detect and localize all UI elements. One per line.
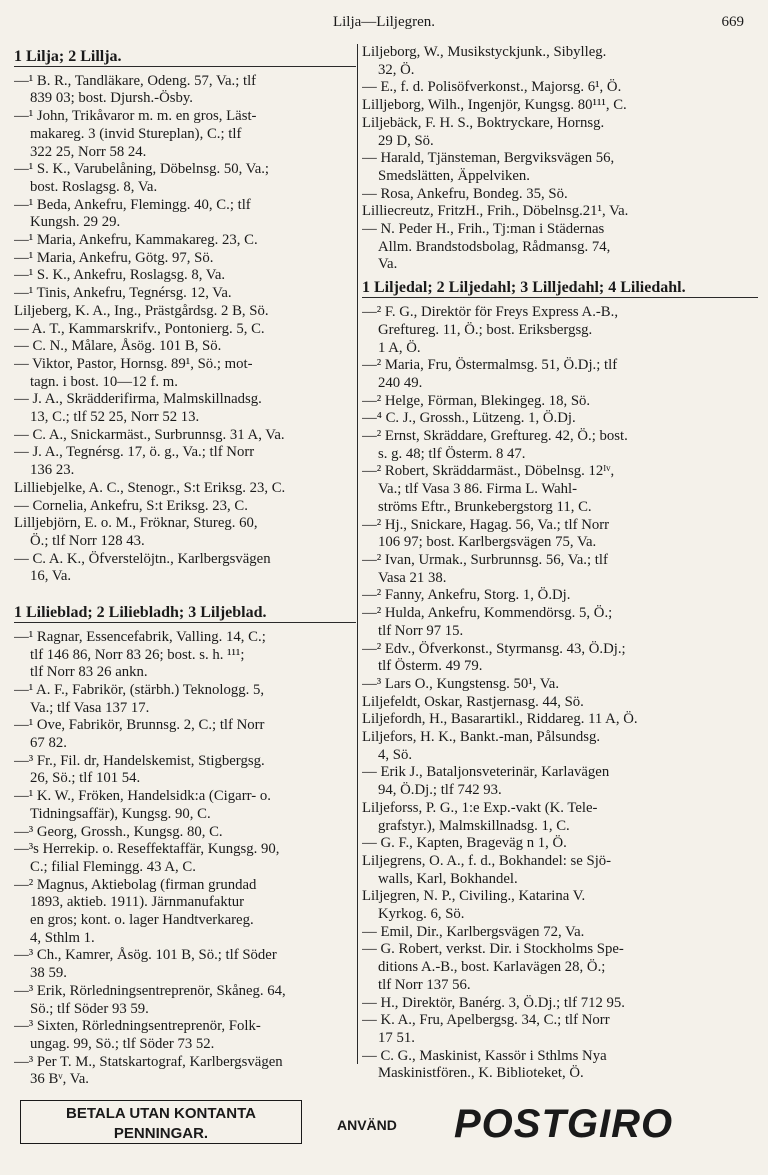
entry-continuation: grafstyr.), Malmskillnadsg. 1, C. [378,817,570,834]
directory-entry: —² Robert, Skräddarmäst., Döbelnsg. 12ᴵᵛ, [362,463,615,480]
directory-entry: — C. N., Målare, Åsög. 101 B, Sö. [14,338,222,355]
directory-entry: Lilliebjelke, A. C., Stenogr., S:t Eriksg. 23, C. [14,479,286,496]
directory-entry: —¹ B. R., Tandläkare, Odeng. 57, Va.; tlf [14,72,257,89]
directory-entry: —³ Lars O., Kungstensg. 50¹, Va. [362,675,560,692]
directory-entry: — C. A., Snickarmäst., Surbrunnsg. 31 A, Va. [14,426,285,443]
directory-entry: —⁴ C. J., Grossh., Lützeng. 1, Ö.Dj. [362,410,576,427]
directory-entry: Liljefordh, H., Basarartikl., Riddareg. 11 A, Ö. [362,711,638,728]
entry-continuation: 38 59. [30,965,67,982]
entry-continuation: 13, C.; tlf 52 25, Norr 52 13. [30,409,200,426]
directory-entry: Liljegren, N. P., Civiling., Katarina V. [362,888,586,905]
entry-continuation: 16, Va. [30,568,72,585]
payment-notice-line1: BETALA UTAN KONTANTA [66,1105,256,1122]
entry-continuation: tlf Norr 97 15. [378,622,464,639]
entry-continuation: C.; filial Flemingg. 43 A, C. [30,858,196,875]
directory-entry: —¹ Maria, Ankefru, Götg. 97, Sö. [14,249,214,266]
section-heading: 1 Lilieblad; 2 Liliebladh; 3 Liljeblad. [14,604,356,623]
entry-continuation: Va.; tlf Vasa 137 17. [30,699,150,716]
directory-entry: Liljefors, H. K., Bankt.-man, Pålsundsg. [362,729,601,746]
entry-continuation: tlf Norr 137 56. [378,976,471,993]
directory-entry: Liljefeldt, Oskar, Rastjernasg. 44, Sö. [362,693,584,710]
page-number: 669 [721,14,744,30]
directory-entry: —² Hj., Snickare, Hagag. 56, Va.; tlf Norr [362,516,610,533]
anvand-label: ANVÄND [337,1117,397,1133]
directory-entry: — N. Peder H., Frih., Tj:man i Städernas [362,221,605,238]
section-heading: 1 Lilja; 2 Lillja. [14,48,356,67]
running-title: Lilja—Liljegren. [332,14,436,30]
right-column [362,44,758,1083]
entry-continuation: walls, Karl, Bokhandel. [378,870,518,887]
directory-entry: —² Magnus, Aktiebolag (firman grundad [14,876,257,893]
entry-continuation: 240 49. [378,374,423,391]
entry-continuation: 67 82. [30,735,67,752]
directory-entry: — Erik J., Bataljonsveterinär, Karlavägen [362,764,610,781]
spacer [14,586,356,600]
directory-entry: — Rosa, Ankefru, Bondeg. 35, Sö. [362,185,568,202]
directory-entry: —² Maria, Fru, Östermalmsg. 51, Ö.Dj.; tlf [362,357,618,374]
entry-continuation: ungag. 99, Sö.; tlf Söder 73 52. [30,1035,215,1052]
directory-entry: Liljeberg, K. A., Ing., Prästgårdsg. 2 B, Sö. [14,302,269,319]
directory-entry: — A. T., Kammarskrifv., Pontonierg. 5, C. [14,320,265,337]
directory-entry: — K. A., Fru, Apelbergsg. 34, C.; tlf Norr [362,1012,610,1029]
directory-entry: —³s Herrekip. o. Reseffektaffär, Kungsg. 90, [14,841,280,858]
entry-continuation: bost. Roslagsg. 8, Va. [30,178,158,195]
directory-entry: — J. A., Tegnérsg. 17, ö. g., Va.; tlf Norr [14,444,255,461]
directory-entry: —² Ernst, Skräddare, Greftureg. 42, Ö.; bost. [362,428,628,445]
entry-continuation: Kungsh. 29 29. [30,214,121,231]
entry-continuation: tlf Norr 83 26 ankn. [30,664,148,681]
directory-entry: — Viktor, Pastor, Hornsg. 89¹, Sö.; mot- [14,355,253,372]
directory-entry: — G. F., Kapten, Brageväg n 1, Ö. [362,835,567,852]
entry-continuation: Ö.; tlf Norr 128 43. [30,532,145,549]
entry-continuation: Va.; tlf Vasa 3 86. Firma L. Wahl- [378,481,578,498]
entry-continuation: Va. [378,256,398,273]
entry-continuation: ditions A.-B., bost. Karlavägen 28, Ö.; [378,959,606,976]
directory-entry: —¹ Tinis, Ankefru, Tegnérsg. 12, Va. [14,285,232,302]
entry-continuation: 1 A, Ö. [378,339,421,356]
postgiro-logo: POSTGIRO [454,1102,674,1146]
section-heading: 1 Liljedal; 2 Liljedahl; 3 Lilljedahl; 4 Liliedahl. [362,278,758,298]
directory-entry: Liljeforss, P. G., 1:e Exp.-vakt (K. Tele- [362,799,598,816]
entry-continuation: 106 97; bost. Karlbergsvägen 75, Va. [378,534,597,551]
entry-continuation: 29 D, Sö. [378,132,434,149]
entry-continuation: Allm. Brandstodsbolag, Rådmansg. 74, [378,238,611,255]
entry-continuation: 1893, aktieb. 1911). Järnmanufaktur [30,894,245,911]
directory-entry: —¹ A. F., Fabrikör, (stärbh.) Teknologg. 5, [14,681,265,698]
payment-notice-line2: PENNINGAR. [113,1125,209,1142]
directory-entry: —³ Sixten, Rörledningsentreprenör, Folk- [14,1018,261,1035]
page-header [0,14,768,34]
entry-continuation: Smedslätten, Äppelviken. [378,167,530,184]
directory-entry: Lilljeborg, Wilh., Ingenjör, Kungsg. 80¹¹¹, C. [362,97,627,114]
directory-entry: —¹ Ragnar, Essencefabrik, Valling. 14, C.; [14,628,266,645]
entry-continuation: makareg. 3 (invid Stureplan), C.; tlf [30,125,242,142]
left-column [14,44,356,1089]
directory-entry: —² Helge, Förman, Blekingeg. 18, Sö. [362,392,591,409]
directory-entry: —¹ Ove, Fabrikör, Brunnsg. 2, C.; tlf Norr [14,717,265,734]
entry-continuation: Greftureg. 11, Ö.; bost. Eriksbergsg. [378,321,593,338]
entry-continuation: Vasa 21 38. [378,569,447,586]
directory-entry: — H., Direktör, Banérg. 3, Ö.Dj.; tlf 712 95. [362,994,625,1011]
entry-continuation: 4, Sthlm 1. [30,929,95,946]
directory-entry: —¹ Beda, Ankefru, Flemingg. 40, C.; tlf [14,196,251,213]
directory-entry: —¹ S. K., Varubelåning, Döbelnsg. 50, Va.; [14,161,270,178]
directory-entry: — Harald, Tjänsteman, Bergviksvägen 56, [362,150,615,167]
directory-entry: Lilljebjörn, E. o. M., Fröknar, Stureg. 60, [14,515,258,532]
directory-entry: —² Ivan, Urmak., Surbrunnsg. 56, Va.; tlf [362,551,608,568]
entry-continuation: 94, Ö.Dj.; tlf 742 93. [378,782,502,799]
directory-entry: —¹ K. W., Fröken, Handelsidk:a (Cigarr- o. [14,788,271,805]
directory-entry: —² Edv., Öfverkonst., Styrmansg. 43, Ö.Dj.; [362,640,626,657]
directory-entry: —³ Ch., Kamrer, Åsög. 101 B, Sö.; tlf Söder [14,947,277,964]
directory-entry: —³ Georg, Grossh., Kungsg. 80, C. [14,823,223,840]
entry-continuation: Kyrkog. 6, Sö. [378,906,465,923]
directory-entry: Liljeborg, W., Musikstyckjunk., Sibylleg. [362,44,607,60]
entry-continuation: Sö.; tlf Söder 93 59. [30,1000,149,1017]
directory-entry: —¹ John, Trikåvaror m. m. en gros, Läst- [14,108,257,125]
entry-continuation: Maskinistfören., K. Biblioteket, Ö. [378,1065,584,1082]
directory-entry: — Cornelia, Ankefru, S:t Eriksg. 23, C. [14,497,248,514]
entry-continuation: 136 23. [30,462,75,479]
directory-entry: Liljebäck, F. H. S., Boktryckare, Hornsg. [362,114,605,131]
directory-entry: —³ Fr., Fil. dr, Handelskemist, Stigbergsg. [14,752,265,769]
directory-entry: — Emil, Dir., Karlbergsvägen 72, Va. [362,923,585,940]
directory-entry: — E., f. d. Polisöfverkonst., Majorsg. 6¹, Ö. [362,79,622,96]
entry-continuation: 36 Bᵛ, Va. [30,1071,89,1088]
entry-continuation: ströms Eftr., Brunkebergstorg 11, C. [378,498,592,515]
directory-entry: — G. Robert, verkst. Dir. i Stockholms Spe- [362,941,624,958]
directory-entry: — J. A., Skrädderifirma, Malmskillnadsg. [14,391,262,408]
column-divider [357,44,358,1064]
entry-continuation: 26, Sö.; tlf 101 54. [30,770,141,787]
entry-continuation: tagn. i bost. 10—12 f. m. [30,373,178,390]
directory-entry: — C. G., Maskinist, Kassör i Sthlms Nya [362,1047,607,1064]
entry-continuation: 17 51. [378,1029,415,1046]
payment-notice-box [20,1100,302,1144]
entry-continuation: tlf Österm. 49 79. [378,658,483,675]
entry-continuation: 32, Ö. [378,61,415,78]
directory-entry: —² F. G., Direktör för Freys Express A.-B., [362,304,619,321]
directory-entry: — C. A. K., Öfverstelöjtn., Karlbergsvägen [14,550,271,567]
directory-entry: —¹ S. K., Ankefru, Roslagsg. 8, Va. [14,267,226,284]
entry-continuation: s. g. 48; tlf Österm. 8 47. [378,445,526,462]
directory-entry: —² Hulda, Ankefru, Kommendörsg. 5, Ö.; [362,605,613,622]
entry-continuation: 322 25, Norr 58 24. [30,143,147,160]
entry-continuation: Tidningsaffär), Kungsg. 90, C. [30,805,211,822]
directory-entry: Lilliecreutz, FritzH., Frih., Döbelnsg.21¹, Va. [362,203,629,220]
directory-entry: —³ Per T. M., Statskartograf, Karlbergsvägen [14,1053,283,1070]
directory-entry: —³ Erik, Rörledningsentreprenör, Skåneg. 64, [14,982,286,999]
entry-continuation: 839 03; bost. Djursh.-Ösby. [30,90,193,107]
directory-entry: —² Fanny, Ankefru, Storg. 1, Ö.Dj. [362,587,571,604]
postgiro-advertisement [0,1100,768,1160]
directory-entry: Liljegrens, O. A., f. d., Bokhandel: se Sjö- [362,852,612,869]
entry-continuation: en gros; kont. o. lager Handtverkareg. [30,912,254,929]
directory-entry: —¹ Maria, Ankefru, Kammakareg. 23, C. [14,232,258,249]
entry-continuation: tlf 146 86, Norr 83 26; bost. s. h. ¹¹¹; [30,646,245,663]
entry-continuation: 4, Sö. [378,746,413,763]
